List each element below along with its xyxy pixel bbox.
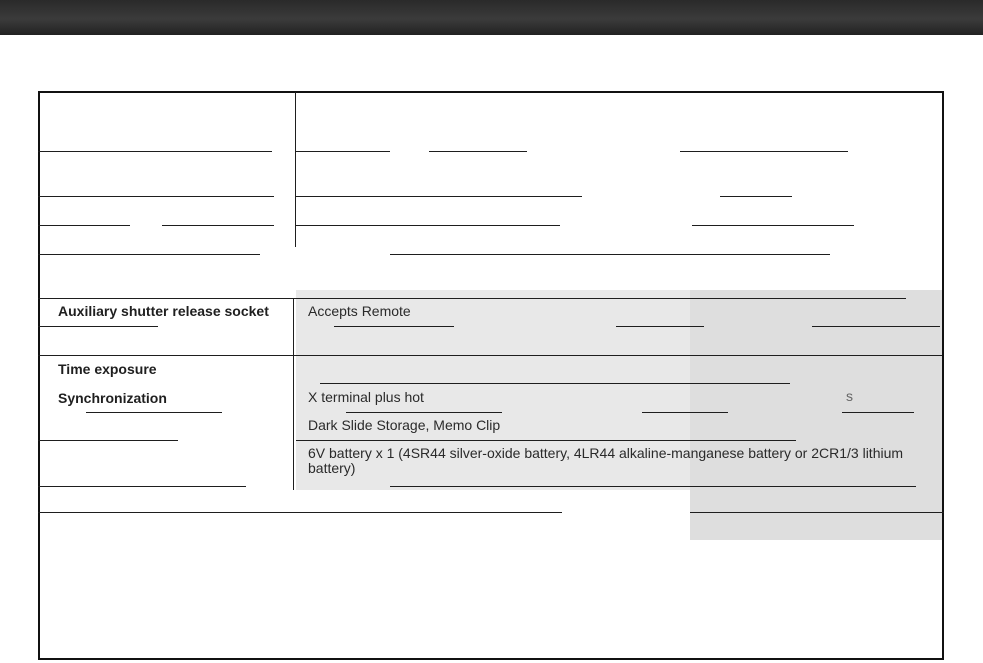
rule [390, 254, 830, 255]
spec-value-accessories: Dark Slide Storage, Memo Clip [308, 417, 501, 433]
spec-label-aux-shutter: Auxiliary shutter release socket [58, 303, 269, 319]
rule [38, 151, 272, 152]
rule [346, 412, 502, 413]
rule [296, 440, 796, 441]
rule [642, 412, 728, 413]
rule [720, 196, 792, 197]
rule [812, 326, 940, 327]
rule [296, 196, 582, 197]
spec-value-battery: 6V battery x 1 (4SR44 silver-oxide battery, 4LR44 alkaline-manganese battery or 2CR1/3 lithium battery) [308, 445, 904, 476]
rule [38, 512, 562, 513]
rule [38, 196, 274, 197]
spec-label-synchronization: Synchronization [58, 390, 167, 406]
rule [38, 440, 178, 441]
rule [38, 486, 246, 487]
rule [429, 151, 527, 152]
rule [320, 383, 790, 384]
rule [334, 326, 454, 327]
rule [842, 412, 914, 413]
shaded-spec-area-right [690, 290, 942, 540]
rule [296, 151, 390, 152]
rule [38, 225, 130, 226]
top-dark-banner [0, 0, 983, 35]
spec-value-aux-shutter: Accepts Remote [308, 303, 411, 319]
rule [38, 254, 260, 255]
rule [296, 225, 560, 226]
rule [86, 412, 222, 413]
rule [38, 298, 906, 299]
rule [390, 486, 916, 487]
column-divider-top [295, 92, 296, 247]
rule [690, 512, 944, 513]
rule [38, 355, 942, 356]
spec-label-time-exposure: Time exposure [58, 361, 157, 377]
spec-fragment-text: s [846, 388, 853, 404]
rule [616, 326, 704, 327]
spec-value-synchronization: X terminal plus hot [308, 389, 424, 405]
rule [38, 326, 158, 327]
rule [162, 225, 274, 226]
rule [692, 225, 854, 226]
rule [680, 151, 848, 152]
column-divider-bottom [293, 298, 294, 490]
